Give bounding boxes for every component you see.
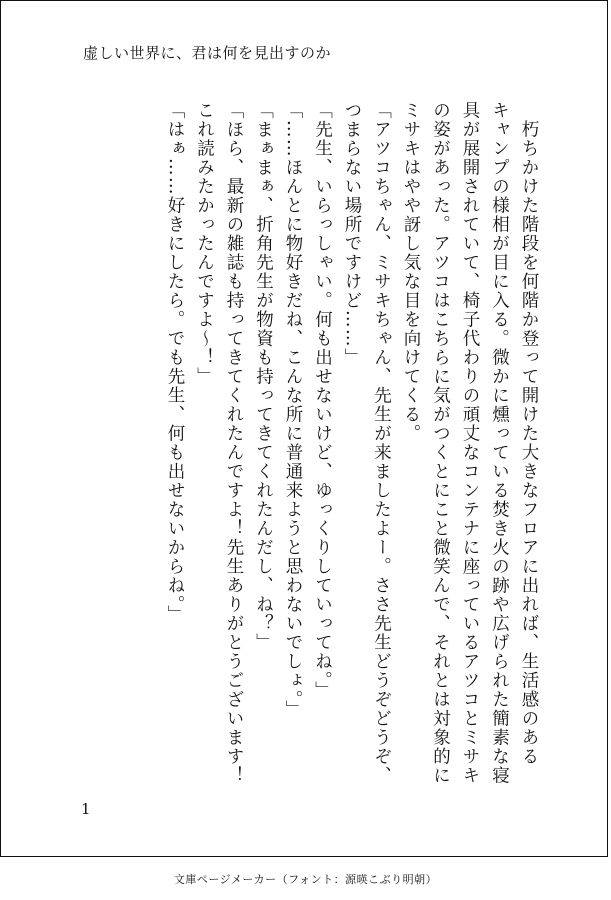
vertical-body-text bbox=[160, 101, 544, 801]
text-line: 「……ほんとに物好きだね、こんな所に普通来ようと思わないでしょ。」 bbox=[283, 101, 303, 720]
text-line: キャンプの様相が目に入る。微かに燻っている焚き火の跡や広げられた簡素な寝 bbox=[489, 101, 510, 785]
page-number: 1 bbox=[81, 800, 91, 818]
text-line: これ読みたかったんですよ〜！」 bbox=[194, 101, 215, 386]
text-line: の姿があった。アツコはこちらに気がつくとにこと微笑んで、それとは対象的に bbox=[430, 101, 451, 785]
footer-credit: 文庫ページメーカー（フォント：源暎こぶり明朝） bbox=[173, 873, 438, 886]
text-line: 「はぁ……好きにしたら。でも先生、何も出せないからね。」 bbox=[165, 101, 185, 625]
text-line: 朽ちかけた階段を何階か登って開けた大きなフロアに出れば、生活感のある bbox=[519, 101, 539, 766]
text-line: 「先生、いらっしゃい。何も出せないけど、ゆっくりしていってね。」 bbox=[312, 101, 333, 701]
text-line: 「アツコちゃん、ミサキちゃん、先生が来ましたよー。ささ先生どうぞどうぞ、 bbox=[371, 101, 392, 785]
text-line: つまらない場所ですけど……」 bbox=[342, 101, 362, 367]
text-line: 「ほら、最新の雑誌も持ってきてくれたんですよ！先生ありがとうございます！ bbox=[224, 101, 244, 785]
running-header: 虚しい世界に、君は何を見出すのか bbox=[83, 44, 332, 62]
text-line: 「まぁまぁ、折角先生が物資も持ってきてくれたんだし、ね？」 bbox=[253, 101, 274, 652]
text-line: ミサキはやや訝し気な目を向けてくる。 bbox=[401, 101, 421, 443]
text-line: 具が展開されていて、椅子代わりの頑丈なコンテナに座っているアツコとミサキ bbox=[460, 101, 480, 785]
